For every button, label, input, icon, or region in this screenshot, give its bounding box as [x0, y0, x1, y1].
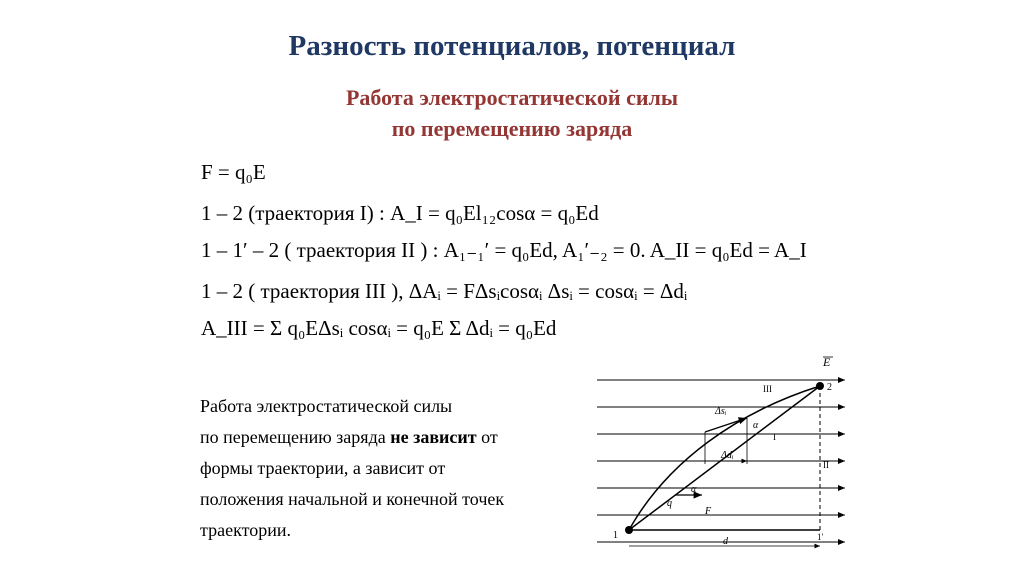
formula-work-sum — [201, 316, 556, 341]
section-subtitle — [0, 82, 1024, 144]
label-i: I — [773, 432, 776, 442]
conclusion-line-4: положения начальной и конечной точек — [200, 489, 505, 509]
field-trajectory-diagram — [597, 352, 857, 572]
conclusion-line-2c: от — [476, 427, 498, 447]
formula-trajectory-1-text: A_I = q₀El₁₂cosα = q₀Ed — [390, 201, 599, 225]
point-2 — [816, 382, 824, 390]
label-delta-s: Δsᵢ — [715, 406, 727, 417]
subtitle-line-2: по перемещению заряда — [391, 116, 633, 141]
formula-trajectory-3-prefix: 1 – 2 ( траектория III ), — [201, 279, 409, 303]
conclusion-line-1: Работа электростатической силы — [200, 396, 453, 416]
label-alpha: α — [753, 420, 759, 431]
conclusion-line-5: траектории. — [200, 520, 291, 540]
formula-trajectory-1 — [201, 201, 599, 226]
label-alpha-2: α — [691, 484, 697, 495]
formula-force-text: F = q₀E — [201, 160, 266, 184]
formula-trajectory-2-prefix: 1 – 1′ – 2 ( траектория II ) : — [201, 238, 444, 262]
formula-trajectory-1-prefix: 1 – 2 (траектория I) : — [201, 201, 391, 225]
label-f: F — [705, 506, 712, 517]
label-ii: II — [823, 460, 829, 470]
subtitle-line-1: Работа электростатической силы — [345, 85, 679, 110]
label-iii: III — [763, 384, 772, 394]
formula-trajectory-3 — [201, 279, 687, 304]
conclusion-text — [200, 391, 580, 546]
label-d: d — [723, 536, 728, 547]
label-q: q — [667, 498, 672, 509]
label-point-1prime: 1′ — [817, 532, 824, 542]
conclusion-line-3: формы траектории, а зависит от — [200, 458, 446, 478]
label-e: E — [823, 355, 831, 369]
label-point-2: 2 — [827, 382, 832, 393]
page-title: Разность потенциалов, потенциал — [288, 30, 736, 62]
formula-trajectory-2 — [201, 238, 807, 263]
formula-force — [201, 160, 266, 185]
conclusion-line-2 — [200, 422, 580, 453]
conclusion-line-2a: по перемещению заряда — [200, 427, 391, 447]
label-point-1: 1 — [613, 530, 618, 541]
formula-trajectory-3-text: ΔAᵢ = FΔsᵢcosαᵢ Δsᵢ = cosαᵢ = Δdᵢ — [408, 279, 688, 303]
label-delta-d: Δdᵢ — [721, 450, 734, 461]
formula-work-sum-text: A_III = Σ q₀EΔsᵢ cosαᵢ = q₀E Σ Δdᵢ = q₀Ed — [201, 316, 557, 340]
conclusion-emphasis: не зависит — [390, 427, 477, 447]
point-1 — [625, 526, 633, 534]
formula-trajectory-2-text: A₁₋₁′ = q₀Ed, A₁′₋₂ = 0. A_II = q₀Ed = A_I — [443, 238, 807, 262]
